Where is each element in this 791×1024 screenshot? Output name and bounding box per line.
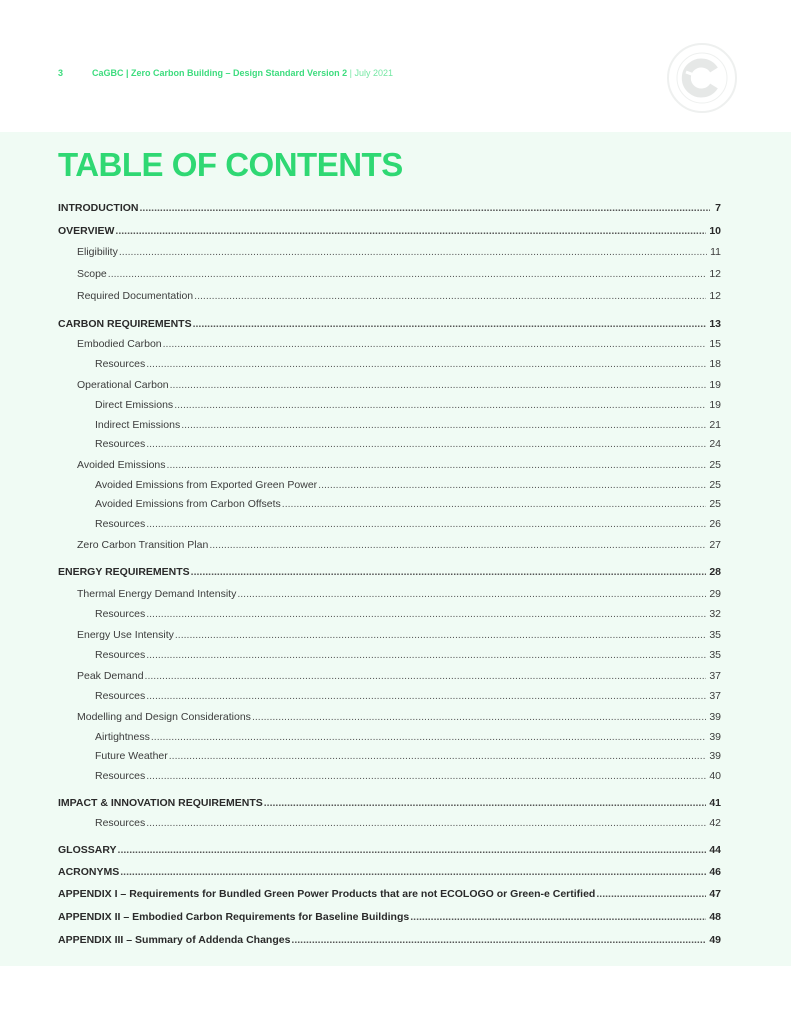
toc-leader-dots [174, 399, 706, 411]
toc-leader-dots [167, 459, 707, 471]
toc-entry-label: Resources [95, 649, 146, 661]
org-name: CaGBC [92, 68, 124, 78]
title-separator: | [123, 68, 132, 78]
date-separator: | [347, 68, 355, 78]
toc-leader-dots [119, 246, 707, 258]
toc-leader-dots [181, 419, 706, 431]
toc-entry[interactable] [77, 246, 721, 260]
toc-entry-label: Resources [95, 817, 146, 829]
toc-entry[interactable] [77, 268, 721, 282]
toc-leader-dots [115, 225, 706, 237]
toc-entry[interactable] [95, 399, 721, 413]
toc-leader-dots [146, 817, 706, 829]
toc-entry-label: OVERVIEW [58, 225, 115, 237]
toc-leader-dots [151, 731, 706, 743]
toc-leader-dots [118, 844, 707, 856]
toc-entry-page: 12 [709, 290, 721, 302]
toc-entry[interactable] [95, 438, 721, 452]
toc-entry[interactable] [58, 934, 721, 948]
toc-leader-dots [146, 649, 706, 661]
toc-entry-page: 25 [709, 459, 721, 471]
toc-entry-page: 49 [709, 934, 721, 946]
toc-entry[interactable] [58, 888, 721, 902]
toc-entry-label: Required Documentation [77, 290, 194, 302]
toc-entry[interactable] [58, 225, 721, 239]
toc-leader-dots [209, 539, 706, 551]
toc-entry[interactable] [58, 866, 721, 880]
toc-entry[interactable] [77, 629, 721, 643]
toc-entry-page: 39 [709, 711, 721, 723]
toc-entry-label: Embodied Carbon [77, 338, 162, 350]
toc-leader-dots [146, 608, 706, 620]
toc-entry-label: Direct Emissions [95, 399, 174, 411]
toc-entry-page: 18 [709, 358, 721, 370]
toc-entry[interactable] [95, 358, 721, 372]
toc-entry-label: GLOSSARY [58, 844, 117, 856]
toc-leader-dots [140, 202, 711, 214]
toc-entry-label: Operational Carbon [77, 379, 169, 391]
toc-entry-page: 46 [709, 866, 721, 878]
toc-entry-page: 19 [709, 399, 721, 411]
toc-entry[interactable] [77, 290, 721, 304]
toc-leader-dots [146, 690, 706, 702]
toc-entry[interactable] [77, 711, 721, 725]
page-number: 3 [58, 68, 64, 78]
toc-entry-label: Resources [95, 770, 146, 782]
toc-leader-dots [146, 518, 706, 530]
toc-entry-page: 35 [709, 629, 721, 641]
toc-entry-label: Energy Use Intensity [77, 629, 174, 641]
toc-entry-label: Eligibility [77, 246, 118, 258]
toc-leader-dots [108, 268, 707, 280]
toc-entry-page: 25 [709, 479, 721, 491]
toc-entry-label: INTRODUCTION [58, 202, 139, 214]
toc-leader-dots [410, 911, 706, 923]
toc-entry[interactable] [77, 459, 721, 473]
toc-entry-label: Airtightness [95, 731, 150, 743]
toc-entry[interactable] [58, 202, 721, 216]
toc-leader-dots [237, 588, 706, 600]
toc-entry-page: 25 [709, 498, 721, 510]
toc-entry[interactable] [77, 670, 721, 684]
toc-entry-page: 39 [709, 731, 721, 743]
toc-entry-page: 27 [709, 539, 721, 551]
toc-entry-page: 15 [709, 338, 721, 350]
toc-entry-page: 7 [715, 202, 721, 214]
toc-entry-label: Resources [95, 690, 146, 702]
toc-entry[interactable] [77, 539, 721, 553]
toc-entry-page: 42 [709, 817, 721, 829]
toc-entry-page: 41 [709, 797, 721, 809]
toc-leader-dots [169, 750, 707, 762]
toc-entry[interactable] [95, 690, 721, 704]
toc-entry[interactable] [95, 498, 721, 512]
toc-entry[interactable] [95, 770, 721, 784]
toc-entry-page: 13 [709, 318, 721, 330]
toc-entry-label: ACRONYMS [58, 866, 120, 878]
toc-entry-label: Resources [95, 438, 146, 450]
toc-entry-page: 44 [709, 844, 721, 856]
toc-entry[interactable] [77, 379, 721, 393]
document-title: Zero Carbon Building – Design Standard Version 2 [131, 68, 348, 78]
toc-leader-dots [146, 770, 706, 782]
toc-entry-page: 19 [709, 379, 721, 391]
toc-entry-page: 28 [709, 566, 721, 578]
toc-entry-page: 11 [710, 246, 721, 258]
toc-entry-page: 37 [709, 670, 721, 682]
toc-entry[interactable] [95, 518, 721, 532]
toc-entry-page: 39 [709, 750, 721, 762]
toc-entry[interactable] [95, 731, 721, 745]
toc-leader-dots [318, 479, 706, 491]
toc-entry-label: Resources [95, 518, 146, 530]
toc-entry-label: APPENDIX I – Requirements for Bundled Green Power Products that are not ECOLOGO or Green-e Certified [58, 888, 596, 900]
toc-leader-dots [191, 566, 707, 578]
toc-entry[interactable] [58, 911, 721, 925]
toc-entry[interactable] [58, 566, 721, 580]
toc-leader-dots [163, 338, 707, 350]
toc-entry-page: 29 [709, 588, 721, 600]
toc-entry[interactable] [95, 608, 721, 622]
toc-leader-dots [146, 358, 706, 370]
toc-entry-page: 24 [709, 438, 721, 450]
toc-leader-dots [282, 498, 707, 510]
toc-entry[interactable] [58, 844, 721, 858]
toc-entry-label: CARBON REQUIREMENTS [58, 318, 192, 330]
toc-entry-page: 48 [709, 911, 721, 923]
toc-entry-page: 32 [709, 608, 721, 620]
toc-entry-label: Resources [95, 608, 146, 620]
page-title: TABLE OF CONTENTS [58, 146, 403, 183]
toc-entry-page: 37 [709, 690, 721, 702]
toc-entry-page: 12 [709, 268, 721, 280]
toc-entry-label: Indirect Emissions [95, 419, 181, 431]
toc-entry-label: Future Weather [95, 750, 168, 762]
toc-entry-label: Thermal Energy Demand Intensity [77, 588, 237, 600]
publication-date: July 2021 [354, 68, 393, 78]
toc-entry[interactable] [95, 419, 721, 433]
toc-entry-label: Peak Demand [77, 670, 144, 682]
toc-leader-dots [175, 629, 706, 641]
toc-leader-dots [170, 379, 707, 391]
toc-entry[interactable] [95, 750, 721, 764]
toc-entry-page: 47 [709, 888, 721, 900]
toc-leader-dots [145, 670, 707, 682]
toc-leader-dots [596, 888, 706, 900]
toc-entry[interactable] [95, 649, 721, 663]
toc-leader-dots [120, 866, 706, 878]
toc-entry-label: ENERGY REQUIREMENTS [58, 566, 190, 578]
toc-entry-page: 21 [709, 419, 721, 431]
toc-entry-page: 10 [709, 225, 721, 237]
toc-entry[interactable] [95, 817, 721, 831]
toc-entry-label: Avoided Emissions from Carbon Offsets [95, 498, 281, 510]
toc-leader-dots [146, 438, 706, 450]
toc-entry-label: Avoided Emissions from Exported Green Power [95, 479, 318, 491]
toc-entry-label: APPENDIX II – Embodied Carbon Requirements for Baseline Buildings [58, 911, 410, 923]
toc-entry-label: Scope [77, 268, 107, 280]
toc-entry[interactable] [58, 318, 721, 332]
toc-entry-page: 40 [709, 770, 721, 782]
toc-leader-dots [252, 711, 706, 723]
toc-entry-label: APPENDIX III – Summary of Addenda Changes [58, 934, 291, 946]
toc-entry[interactable] [95, 479, 721, 493]
toc-entry[interactable] [58, 797, 721, 811]
toc-leader-dots [291, 934, 706, 946]
toc-entry-label: IMPACT & INNOVATION REQUIREMENTS [58, 797, 263, 809]
toc-entry-label: Zero Carbon Transition Plan [77, 539, 209, 551]
toc-entry-page: 26 [709, 518, 721, 530]
toc-leader-dots [264, 797, 707, 809]
toc-leader-dots [194, 290, 706, 302]
toc-entry-page: 35 [709, 649, 721, 661]
toc-entry-label: Resources [95, 358, 146, 370]
toc-entry[interactable] [77, 338, 721, 352]
toc-leader-dots [193, 318, 707, 330]
toc-entry[interactable] [77, 588, 721, 602]
toc-entry-label: Avoided Emissions [77, 459, 166, 471]
toc-entry-label: Modelling and Design Considerations [77, 711, 251, 723]
